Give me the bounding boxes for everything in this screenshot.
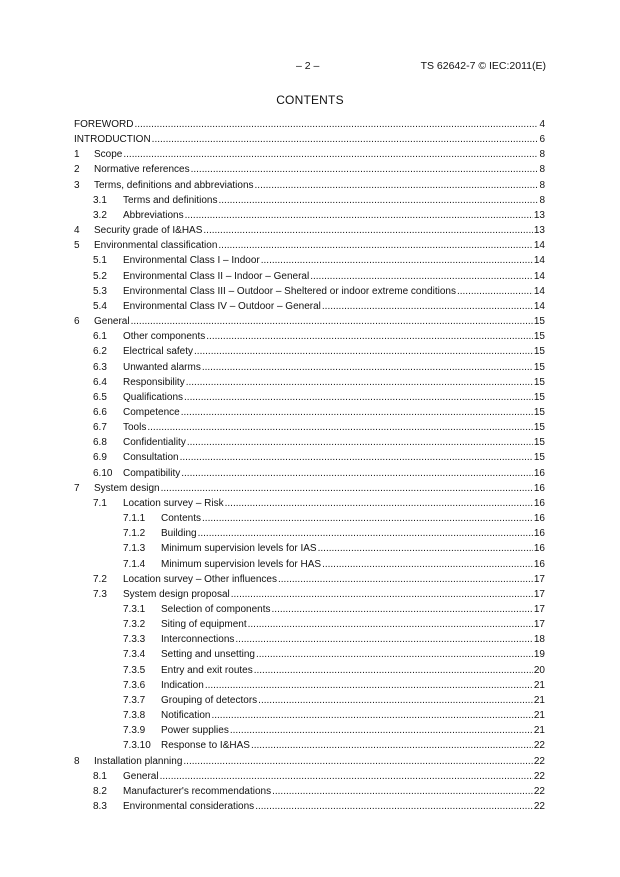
toc-dot-leader [457, 284, 533, 299]
toc-entry-number: 5.2 [93, 270, 107, 282]
toc-entry-title: System design proposal [123, 588, 230, 600]
toc-entry-page: 16 [533, 482, 545, 494]
toc-dot-leader [230, 723, 533, 738]
toc-entry-page: 21 [533, 679, 545, 691]
toc-entry-number: 7.3.9 [123, 725, 146, 737]
toc-entry[interactable] [74, 450, 545, 465]
toc-entry-title: Installation planning [94, 755, 183, 767]
toc-entry[interactable] [74, 238, 545, 253]
toc-entry-page: 6 [539, 134, 545, 146]
toc-entry-page: 15 [533, 437, 545, 449]
toc-entry-title: Minimum supervision levels for IAS [161, 543, 317, 555]
toc-entry[interactable] [74, 269, 545, 284]
toc-dot-leader [255, 799, 533, 814]
toc-dot-leader [254, 663, 533, 678]
toc-entry[interactable] [74, 708, 545, 723]
toc-entry-page: 15 [533, 376, 545, 388]
toc-dot-leader [160, 769, 533, 784]
toc-entry-page: 14 [533, 255, 545, 267]
toc-entry-title: Minimum supervision levels for HAS [161, 558, 322, 570]
toc-entry[interactable] [74, 541, 545, 556]
toc-entry-page: 22 [533, 801, 545, 813]
toc-entry-page: 8 [539, 149, 545, 161]
toc-dot-leader [206, 329, 533, 344]
toc-dot-leader [123, 147, 538, 162]
toc-entry-number: 6.9 [93, 452, 107, 464]
toc-entry[interactable] [74, 769, 545, 784]
toc-entry-page: 15 [533, 331, 545, 343]
toc-entry-page: 22 [533, 770, 545, 782]
toc-entry[interactable] [74, 390, 545, 405]
toc-dot-leader [255, 178, 539, 193]
toc-entry[interactable] [74, 132, 545, 147]
toc-dot-leader [218, 238, 532, 253]
toc-dot-leader [272, 784, 533, 799]
toc-entry-title: Compatibility [123, 467, 181, 479]
toc-entry-page: 8 [539, 194, 545, 206]
toc-entry-page: 16 [533, 467, 545, 479]
toc-entry-title: Location survey – Other influences [123, 573, 277, 585]
toc-entry-number: 5.1 [93, 255, 107, 267]
toc-entry[interactable] [74, 329, 545, 344]
toc-entry-page: 17 [533, 619, 545, 631]
toc-dot-leader [322, 299, 533, 314]
toc-entry-title: General [123, 770, 159, 782]
toc-entry-page: 15 [533, 391, 545, 403]
toc-dot-leader [147, 420, 533, 435]
toc-entry-title: Qualifications [123, 391, 184, 403]
toc-entry[interactable] [74, 162, 545, 177]
toc-dot-leader [203, 223, 532, 238]
toc-entry-page: 13 [533, 225, 545, 237]
toc-entry-title: Electrical safety [123, 346, 194, 358]
toc-entry-title: Environmental Class III – Outdoor – Sheltered or indoor extreme conditions [123, 285, 456, 297]
toc-entry-title: Siting of equipment [161, 619, 247, 631]
toc-entry-title: FOREWORD [74, 119, 134, 130]
toc-entry-number: 7.3.3 [123, 634, 146, 646]
toc-entry-number: 6.8 [93, 437, 107, 449]
toc-entry-title: Response to I&HAS [161, 740, 250, 752]
toc-entry-page: 13 [533, 209, 545, 221]
toc-entry-number: 7.1.2 [123, 528, 146, 540]
table-of-contents [74, 117, 545, 814]
toc-entry-page: 16 [533, 543, 545, 555]
toc-entry-title: Selection of components [161, 604, 271, 615]
toc-entry-page: 16 [533, 558, 545, 570]
toc-entry-page: 15 [533, 346, 545, 358]
toc-entry-title: Responsibility [123, 376, 185, 388]
toc-entry-number: 6.7 [93, 422, 107, 434]
toc-entry[interactable] [74, 557, 545, 572]
toc-dot-leader [180, 450, 533, 465]
toc-entry-number: 6.3 [93, 361, 107, 373]
toc-entry-page: 16 [533, 528, 545, 540]
toc-dot-leader [184, 390, 533, 405]
toc-dot-leader [134, 117, 538, 132]
toc-entry[interactable] [74, 754, 545, 769]
toc-entry[interactable] [74, 466, 545, 481]
toc-entry-page: 17 [533, 588, 545, 600]
toc-entry-number: 7.3.1 [123, 604, 146, 615]
document-reference: TS 62642-7 © IEC:2011(E) [420, 60, 546, 72]
toc-entry-number: 6.10 [93, 467, 113, 479]
toc-dot-leader [318, 541, 533, 556]
toc-entry-number: 7.1 [93, 497, 107, 509]
toc-entry-number: 3.1 [93, 194, 107, 206]
toc-entry-number: 7.3.5 [123, 664, 146, 676]
toc-entry-title: Setting and unsetting [161, 649, 255, 661]
toc-entry-number: 7.1.3 [123, 543, 146, 555]
toc-entry-page: 14 [533, 285, 545, 297]
toc-dot-leader [225, 496, 533, 511]
toc-entry-title: Manufacturer's recommendations [123, 785, 272, 797]
toc-entry-title: Interconnections [161, 634, 235, 646]
toc-entry-page: 18 [533, 634, 545, 646]
toc-dot-leader [322, 557, 533, 572]
toc-entry-number: 6.6 [93, 406, 107, 418]
toc-dot-leader [258, 693, 533, 708]
toc-entry-title: Environmental Class I – Indoor [123, 255, 260, 267]
toc-entry[interactable] [74, 344, 545, 359]
toc-entry-number: 7.3.2 [123, 619, 146, 631]
toc-entry-title: Contents [161, 513, 202, 525]
toc-entry-title: Consultation [123, 452, 179, 464]
toc-dot-leader [278, 572, 533, 587]
toc-entry-number: 4 [74, 225, 80, 237]
toc-entry-title: Abbreviations [123, 209, 184, 221]
toc-entry[interactable] [74, 663, 545, 678]
toc-entry-page: 15 [533, 361, 545, 373]
toc-entry[interactable] [74, 572, 545, 587]
toc-dot-leader [202, 360, 533, 375]
toc-entry-number: 5.4 [93, 300, 107, 312]
toc-entry-title: Competence [123, 406, 180, 418]
toc-entry-page: 20 [533, 664, 545, 676]
toc-entry-page: 14 [533, 240, 545, 252]
toc-entry-title: Notification [161, 710, 211, 722]
toc-entry-number: 7.3.7 [123, 694, 146, 706]
toc-entry-number: 7.3 [93, 588, 107, 600]
toc-entry[interactable] [74, 678, 545, 693]
toc-entry[interactable] [74, 496, 545, 511]
toc-entry-number: 7.1.1 [123, 513, 146, 525]
toc-entry-number: 6 [74, 316, 80, 328]
toc-entry-title: INTRODUCTION [74, 134, 151, 146]
toc-entry-page: 19 [533, 649, 545, 661]
toc-entry-title: Unwanted alarms [123, 361, 201, 373]
toc-entry-page: 8 [539, 164, 545, 176]
toc-entry[interactable] [74, 617, 545, 632]
toc-entry-page: 15 [533, 316, 545, 328]
toc-entry-page: 21 [533, 710, 545, 722]
toc-entry[interactable] [74, 587, 545, 602]
toc-entry-number: 8 [74, 755, 80, 767]
toc-entry-page: 15 [533, 406, 545, 418]
toc-entry-page: 16 [533, 513, 545, 525]
toc-entry[interactable] [74, 799, 545, 814]
toc-entry-title: Normative references [94, 164, 190, 176]
toc-dot-leader [185, 208, 533, 223]
toc-entry-number: 8.2 [93, 785, 107, 797]
toc-entry-page: 15 [533, 422, 545, 434]
toc-dot-leader [152, 132, 539, 147]
toc-entry-title: Power supplies [161, 725, 229, 737]
toc-dot-leader [272, 602, 533, 617]
toc-entry[interactable] [74, 147, 545, 162]
toc-entry[interactable] [74, 602, 545, 617]
toc-entry-number: 7.1.4 [123, 558, 146, 570]
toc-dot-leader [211, 708, 532, 723]
toc-entry-page: 17 [533, 604, 545, 615]
toc-dot-leader [161, 481, 533, 496]
toc-dot-leader [235, 632, 532, 647]
toc-entry-title: Confidentiality [123, 437, 186, 449]
toc-entry-title: Environmental Class II – Indoor – General [123, 270, 310, 282]
toc-entry-number: 6.2 [93, 346, 107, 358]
toc-dot-leader [248, 617, 533, 632]
contents-title: CONTENTS [276, 93, 344, 107]
toc-entry-number: 7.3.10 [123, 740, 151, 752]
toc-entry-number: 7.3.6 [123, 679, 146, 691]
toc-dot-leader [183, 754, 532, 769]
toc-entry-number: 3.2 [93, 209, 107, 221]
toc-entry[interactable] [74, 375, 545, 390]
toc-entry-page: 14 [533, 270, 545, 282]
toc-entry-number: 1 [74, 149, 80, 161]
toc-entry-title: Environmental classification [94, 240, 218, 252]
toc-entry-number: 3 [74, 179, 80, 191]
toc-dot-leader [187, 435, 533, 450]
toc-entry[interactable] [74, 420, 545, 435]
toc-dot-leader [202, 511, 533, 526]
toc-entry-title: Other components [123, 331, 206, 343]
toc-entry-page: 22 [533, 755, 545, 767]
toc-entry[interactable] [74, 723, 545, 738]
toc-dot-leader [219, 193, 539, 208]
toc-entry[interactable] [74, 178, 545, 193]
toc-entry-page: 8 [539, 179, 545, 191]
toc-entry[interactable] [74, 784, 545, 799]
toc-entry[interactable] [74, 511, 545, 526]
toc-entry-title: Scope [94, 149, 123, 161]
toc-entry[interactable] [74, 117, 545, 132]
toc-entry-title: Terms, definitions and abbreviations [94, 179, 254, 191]
toc-entry-title: System design [94, 482, 160, 494]
toc-entry-page: 16 [533, 497, 545, 509]
toc-dot-leader [251, 738, 533, 753]
toc-dot-leader [131, 314, 533, 329]
toc-entry-page: 21 [533, 725, 545, 737]
toc-entry[interactable] [74, 738, 545, 753]
toc-entry-number: 6.5 [93, 391, 107, 403]
toc-entry[interactable] [74, 360, 545, 375]
toc-entry-page: 4 [539, 119, 545, 130]
toc-entry[interactable] [74, 647, 545, 662]
toc-entry-number: 8.1 [93, 770, 107, 782]
toc-entry[interactable] [74, 632, 545, 647]
toc-dot-leader [205, 678, 533, 693]
toc-entry-number: 5.3 [93, 285, 107, 297]
toc-entry-title: Security grade of I&HAS [94, 225, 203, 237]
toc-dot-leader [256, 647, 533, 662]
toc-entry[interactable] [74, 526, 545, 541]
toc-entry-number: 7 [74, 482, 80, 494]
toc-entry-number: 7.2 [93, 573, 107, 585]
toc-dot-leader [181, 466, 533, 481]
toc-dot-leader [261, 253, 533, 268]
toc-entry-title: General [94, 316, 130, 328]
page-number: – 2 – [296, 60, 320, 72]
toc-dot-leader [191, 162, 539, 177]
toc-entry-page: 14 [533, 300, 545, 312]
toc-entry[interactable] [74, 314, 545, 329]
toc-entry[interactable] [74, 284, 545, 299]
toc-entry-page: 22 [533, 785, 545, 797]
toc-entry-title: Environmental considerations [123, 801, 255, 813]
toc-entry[interactable] [74, 481, 545, 496]
toc-dot-leader [181, 405, 533, 420]
toc-entry-number: 7.3.8 [123, 710, 146, 722]
toc-entry[interactable] [74, 193, 545, 208]
toc-dot-leader [186, 375, 533, 390]
toc-entry-title: Indication [161, 679, 204, 691]
toc-entry-page: 21 [533, 694, 545, 706]
toc-entry-number: 6.4 [93, 376, 107, 388]
toc-entry[interactable] [74, 208, 545, 223]
toc-entry[interactable] [74, 693, 545, 708]
toc-entry-page: 15 [533, 452, 545, 464]
toc-entry-number: 8.3 [93, 801, 107, 813]
toc-dot-leader [198, 526, 533, 541]
toc-entry-number: 6.1 [93, 331, 107, 343]
toc-entry-page: 22 [533, 740, 545, 752]
toc-entry-number: 2 [74, 164, 80, 176]
toc-entry-title: Location survey – Risk [123, 497, 224, 509]
toc-entry[interactable] [74, 435, 545, 450]
toc-entry[interactable] [74, 299, 545, 314]
toc-entry[interactable] [74, 223, 545, 238]
toc-entry-number: 5 [74, 240, 80, 252]
toc-entry[interactable] [74, 253, 545, 268]
toc-entry-title: Terms and definitions [123, 194, 218, 206]
toc-entry-title: Grouping of detectors [161, 694, 258, 706]
toc-entry[interactable] [74, 405, 545, 420]
toc-dot-leader [310, 269, 533, 284]
toc-dot-leader [194, 344, 533, 359]
toc-dot-leader [231, 587, 533, 602]
toc-entry-title: Environmental Class IV – Outdoor – General [123, 300, 321, 312]
toc-entry-title: Tools [123, 422, 147, 434]
toc-entry-page: 17 [533, 573, 545, 585]
toc-entry-title: Building [161, 528, 197, 540]
toc-entry-number: 7.3.4 [123, 649, 146, 661]
toc-entry-title: Entry and exit routes [161, 664, 253, 676]
